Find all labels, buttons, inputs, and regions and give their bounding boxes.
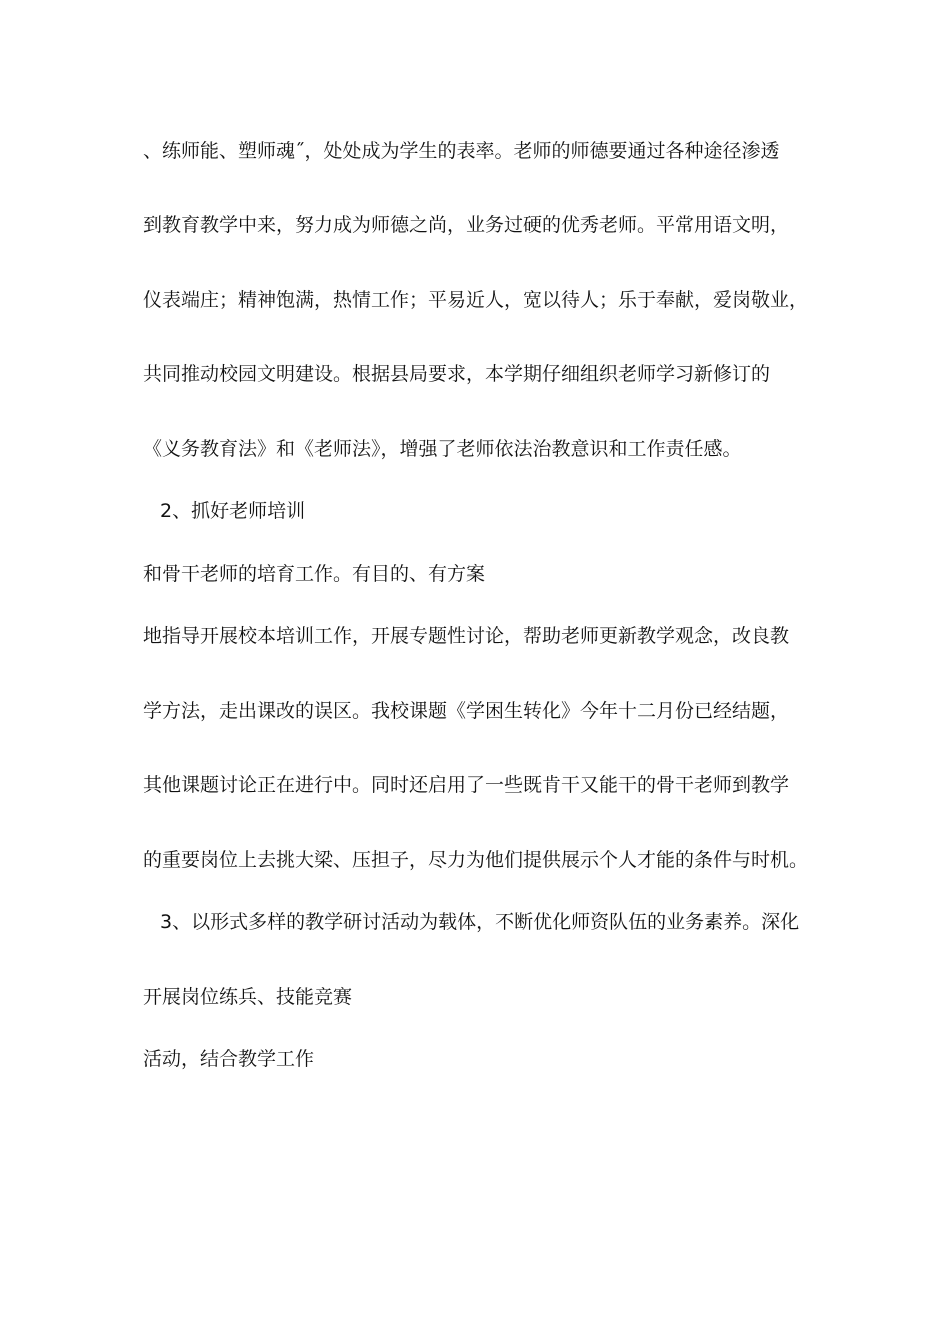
paragraph-line: 共同推动校园文明建设。根据县局要求，本学期仔细组织老师学习新修订的 — [143, 363, 771, 385]
paragraph-line: 开展岗位练兵、技能竞赛 — [143, 986, 353, 1008]
paragraph-line: 仪表端庄；精神饱满，热情工作；平易近人，宽以待人；乐于奉献，爱岗敬业， — [143, 289, 809, 311]
paragraph-line: 、练师能、塑师魂˝，处处成为学生的表率。老师的师德要通过各种途径渗透 — [143, 140, 780, 162]
paragraph-line: 和骨干老师的培育工作。有目的、有方案 — [143, 563, 486, 585]
section-heading: 3、以形式多样的教学研讨活动为载体，不断优化师资队伍的业务素养。深化 — [160, 911, 800, 933]
paragraph-line: 学方法，走出课改的误区。我校课题《学困生转化》今年十二月份已经结题， — [143, 700, 790, 722]
paragraph-line: 《义务教育法》和《老师法》，增强了老师依法治教意识和工作责任感。 — [143, 438, 742, 460]
paragraph-line: 的重要岗位上去挑大梁、压担子，尽力为他们提供展示个人才能的条件与时机。 — [143, 849, 809, 871]
paragraph-line: 到教育教学中来，努力成为师德之尚，业务过硬的优秀老师。平常用语文明， — [143, 214, 790, 236]
section-heading: 2、抓好老师培训 — [160, 500, 306, 522]
paragraph-line: 地指导开展校本培训工作，开展专题性讨论，帮助老师更新教学观念，改良教 — [143, 625, 790, 647]
paragraph-line: 其他课题讨论正在进行中。同时还启用了一些既肯干又能干的骨干老师到教学 — [143, 774, 790, 796]
paragraph-line: 活动，结合教学工作 — [143, 1048, 315, 1070]
